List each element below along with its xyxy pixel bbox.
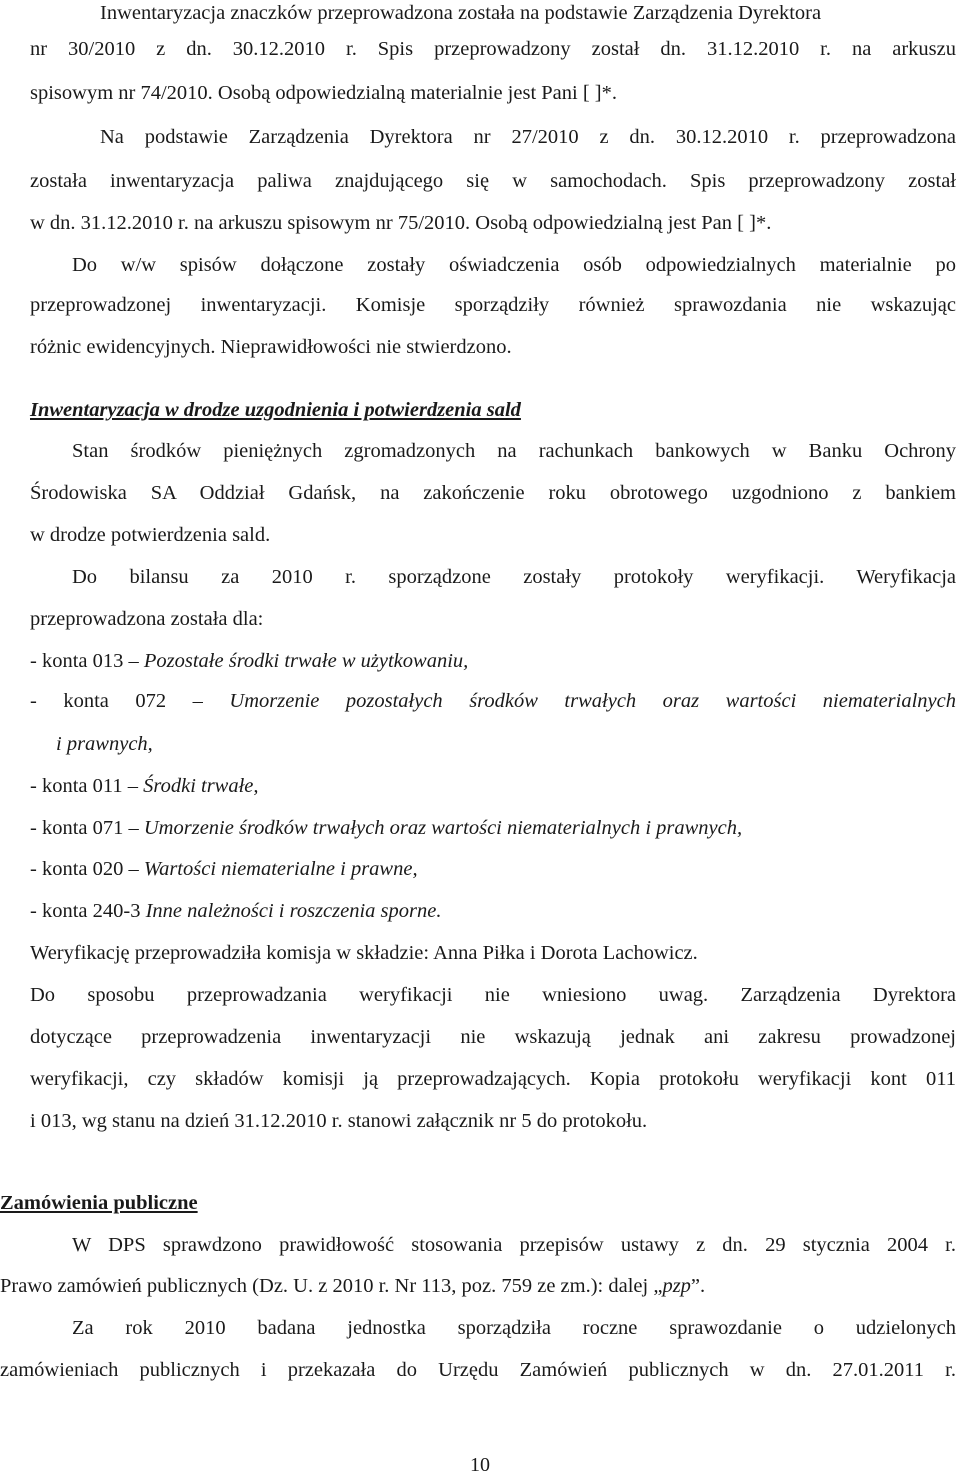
section-heading-reconciliation: Inwentaryzacja w drodze uzgodnienia i potwierdzenia sald [30, 399, 521, 421]
s1-p1-line-2: Środowiska SA Oddział Gdańsk, na zakończenie roku obrotowego uzgodniono z bankiem [30, 482, 956, 504]
intro-line-5: została inwentaryzacja paliwa znajdującego się w samochodach. Spis przeprowadzony został [30, 170, 956, 192]
s1-p1-line-1: Stan środków pieniężnych zgromadzonych na rachunkach bankowych w Banku Ochrony [72, 440, 956, 462]
account-item-013 [30, 648, 956, 674]
s1-p1-line-3: w drodze potwierdzenia sald. [30, 524, 271, 546]
s1-p4-line-4: i 013, wg stanu na dzień 31.12.2010 r. stanowi załącznik nr 5 do protokołu. [30, 1110, 648, 1132]
account-name: Umorzenie środków trwałych oraz wartości niematerialnych i prawnych, [143, 817, 743, 839]
account-name: i prawnych, [56, 733, 153, 755]
s2-p1-line-2-end: ”. [690, 1275, 706, 1297]
account-name: Umorzenie pozostałych środków trwałych oraz wartości niematerialnych [229, 690, 956, 712]
account-prefix: - konta 013 – [30, 650, 144, 672]
account-prefix: - konta 240-3 [30, 900, 146, 922]
account-prefix: - konta 020 – [30, 858, 144, 880]
intro-line-6: w dn. 31.12.2010 r. na arkuszu spisowym nr 75/2010. Osobą odpowiedzialną jest Pan [ ]*. [30, 212, 772, 234]
account-name: Pozostałe środki trwałe w użytkowaniu, [143, 650, 469, 672]
s2-p1-line-2 [0, 1273, 956, 1299]
s1-p2-line-2: przeprowadzona została dla: [30, 608, 264, 630]
intro-line-8: przeprowadzonej inwentaryzacji. Komisje sporządziły również sprawozdania nie wskazując [30, 294, 956, 316]
account-item-072 [30, 688, 956, 714]
account-item-020 [30, 856, 956, 882]
account-item-071 [30, 815, 956, 841]
s2-p2-line-2: zamówieniach publicznych i przekazała do Urzędu Zamówień publicznych w dn. 27.01.2011 r. [0, 1359, 956, 1381]
s1-p2-line-1: Do bilansu za 2010 r. sporządzone zostały protokoły weryfikacji. Weryfikacja [72, 566, 956, 588]
s2-p2-line-1: Za rok 2010 badana jednostka sporządziła roczne sprawozdanie o udzielonych [72, 1317, 956, 1339]
account-name: Inne należności i roszczenia sporne. [145, 900, 442, 922]
s1-p3: Weryfikację przeprowadziła komisja w składzie: Anna Piłka i Dorota Lachowicz. [30, 942, 698, 964]
section-heading-public-procurement: Zamówienia publiczne [0, 1192, 198, 1214]
intro-line-7: Do w/w spisów dołączone zostały oświadczenia osób odpowiedzialnych materialnie po [72, 254, 956, 276]
intro-line-2: nr 30/2010 z dn. 30.12.2010 r. Spis przeprowadzony został dn. 31.12.2010 r. na arkuszu [30, 38, 956, 60]
intro-line-3: spisowym nr 74/2010. Osobą odpowiedzialną materialnie jest Pani [ ]*. [30, 82, 617, 104]
account-name: Wartości niematerialne i prawne, [143, 858, 418, 880]
s1-p4-line-1: Do sposobu przeprowadzania weryfikacji nie wniesiono uwag. Zarządzenia Dyrektora [30, 984, 956, 1006]
account-item-240-3 [30, 898, 956, 924]
account-prefix: - konta 071 – [30, 817, 144, 839]
account-prefix: - konta 072 – [30, 690, 230, 712]
s1-p4-line-2: dotyczące przeprowadzenia inwentaryzacji nie wskazują jednak ani zakresu prowadzonej [30, 1026, 956, 1048]
pzp-abbrev: pzp [662, 1275, 691, 1297]
intro-line-9: różnic ewidencyjnych. Nieprawidłowości nie stwierdzono. [30, 336, 512, 358]
account-name: Środki trwałe, [143, 775, 259, 797]
s1-p4-line-3: weryfikacji, czy składów komisji ją przeprowadzających. Kopia protokołu weryfikacji kont 011 [30, 1068, 956, 1090]
account-item-072-cont [56, 731, 956, 757]
account-prefix: - konta 011 – [30, 775, 144, 797]
intro-line-4: Na podstawie Zarządzenia Dyrektora nr 27/2010 z dn. 30.12.2010 r. przeprowadzona [100, 126, 956, 148]
intro-line-1: Inwentaryzacja znaczków przeprowadzona została na podstawie Zarządzenia Dyrektora [100, 2, 822, 24]
s2-p1-line-2-text: Prawo zamówień publicznych (Dz. U. z 2010 r. Nr 113, poz. 759 ze zm.): dalej „ [0, 1275, 663, 1297]
s2-p1-line-1: W DPS sprawdzono prawidłowość stosowania przepisów ustawy z dn. 29 stycznia 2004 r. [72, 1234, 956, 1256]
page-number: 10 [470, 1454, 490, 1476]
account-item-011 [30, 773, 956, 799]
